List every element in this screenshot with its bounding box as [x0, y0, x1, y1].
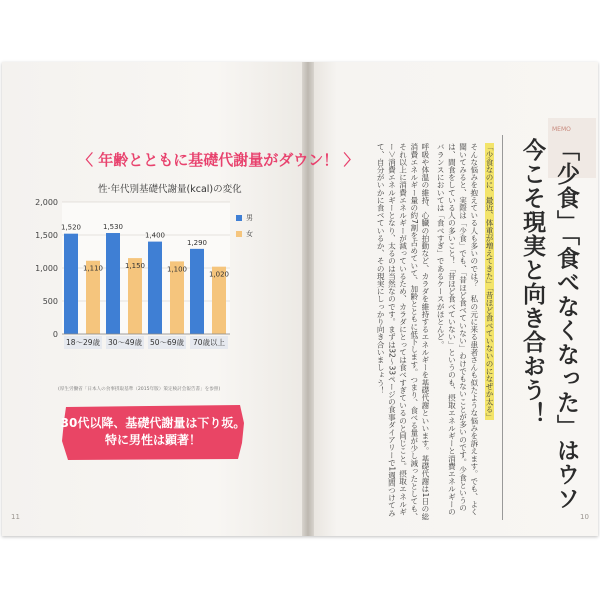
bar-male [190, 249, 204, 334]
body-highlight [484, 143, 495, 521]
y-tick-label: 500 [42, 297, 58, 306]
callout-text [58, 415, 248, 449]
bar-male [148, 242, 162, 334]
article-title-line-1: 「少食」「食べなくなった」はウソ [553, 138, 579, 511]
y-tick-label: 0 [52, 330, 58, 339]
legend-label-male: 男 [246, 214, 253, 222]
x-tick-label: 50～69歳 [149, 338, 185, 347]
page-number-left: 11 [11, 513, 20, 521]
y-tick-label: 1,500 [35, 231, 58, 240]
highlighted-quote: 「少食なのに、最近、体重が増えてきた」「昔ほど食べていないのになぜか太る」 [485, 143, 494, 421]
bar-male [106, 233, 120, 334]
headline: 〈 年齢とともに基礎代謝量がダウン！ 〉 [78, 151, 359, 169]
callout-badge [58, 403, 248, 462]
data-label: 1,020 [208, 270, 230, 279]
data-label: 1,530 [102, 223, 124, 232]
legend-label-female: 女 [246, 230, 253, 238]
data-label: 1,400 [144, 231, 166, 240]
legend-item-female [236, 226, 253, 242]
article-body [320, 143, 495, 521]
x-tick-label: 70歳以上 [192, 338, 226, 347]
data-label: 1,110 [82, 264, 104, 273]
data-label: 1,150 [124, 262, 146, 271]
body-paragraph-2: 呼吸や体温の維持、心臓の拍動など、カラダを維持するエネルギーを基礎代謝といいます。基礎代謝は1日の総消費エネルギー量の約7割を占めていて、加齢とともに低下します。つまり、食べる量が少し減ったとしても、それ以上に消費エネルギーが減っているため、カラダにとっては食べすぎているのと同じこと。摂取エネルギー＞消費エネルギーとなり、太るのは当然なのです。まずは32～33ページの食事ダイアリーで1週間つけてみて、自分がいかに食べているか、その現実にしっかり向き合いましょう！ [376, 143, 430, 521]
page-number-right: 10 [580, 513, 589, 521]
legend-swatch-female [236, 231, 242, 237]
callout-line-2: 特に男性は顕著！ [104, 433, 201, 447]
legend-swatch-male [236, 215, 242, 221]
y-tick-label: 1,000 [35, 264, 58, 273]
source-note: (厚生労働省「日本人の食事摂取基準（2015年版）策定検討会報告書」を参照) [58, 387, 221, 392]
title-divider [502, 135, 503, 520]
data-label: 1,520 [60, 223, 82, 232]
chart-legend [236, 210, 253, 242]
chart-title: 性·年代別基礎代謝量(kcal)の変化 [98, 184, 242, 195]
y-tick-label: 2,000 [35, 198, 58, 207]
book-gutter [302, 62, 314, 536]
bar-male [64, 234, 78, 334]
x-tick-label: 18～29歳 [65, 338, 101, 347]
legend-item-male [236, 210, 253, 226]
body-paragraph-1: そんな悩みを抱えている人も多いのでは？ 私の元に来る患者さんも似たような悩みを訴えます。でも、よく聞いてみると、実際は「少食」でも、「昔ほど食べていない」わけでもないことが多いのです。少食というのは、間食をしている人の多いこと！「昔ほど食べていない」というのも、摂取エネルギーと消費エネルギーのバランスにおいては「食べすぎ」であるケースがほとんど。 [436, 143, 479, 516]
data-label: 1,290 [186, 238, 208, 247]
memo-badge: MEMO [552, 126, 571, 133]
data-label: 1,100 [166, 265, 188, 274]
callout-line-1: 30代以降、基礎代謝量は下り坂。 [60, 416, 246, 430]
x-tick-label: 30～49歳 [107, 338, 143, 347]
article-title-line-2: 今こそ現実と向き合おう！ [519, 138, 545, 426]
